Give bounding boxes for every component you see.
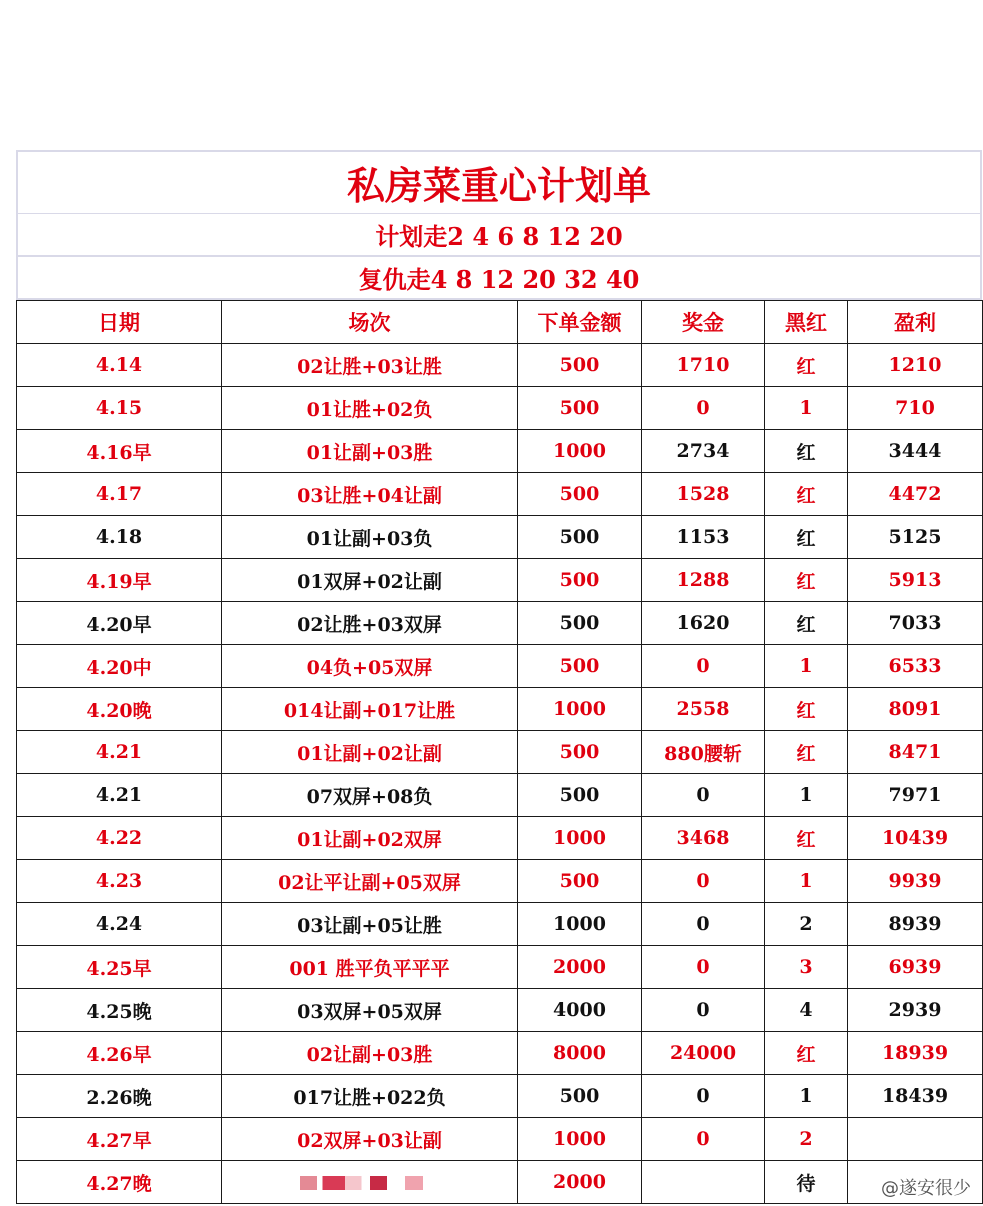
cell-profit: 9939 [848, 860, 983, 903]
cell-prize: 3468 [642, 817, 765, 860]
cell-prize: 1153 [642, 516, 765, 559]
header-stake: 下单金额 [518, 301, 642, 344]
header-profit: 盈利 [848, 301, 983, 344]
table-row [17, 602, 983, 645]
header-result: 黑红 [765, 301, 848, 344]
cell-profit [848, 1118, 983, 1161]
cell-result: 1 [765, 774, 848, 817]
cell-date: 4.21 [17, 731, 222, 774]
cell-match: 03双屏+05双屏 [222, 989, 518, 1032]
table-row [17, 1161, 983, 1204]
cell-match: 02让胜+03让胜 [222, 344, 518, 387]
table-row [17, 430, 983, 473]
cell-result: 1 [765, 387, 848, 430]
cell-stake: 1000 [518, 817, 642, 860]
cell-stake: 4000 [518, 989, 642, 1032]
cell-stake: 500 [518, 860, 642, 903]
cell-prize: 24000 [642, 1032, 765, 1075]
cell-date: 4.20晚 [17, 688, 222, 731]
table-row [17, 946, 983, 989]
cell-profit: 5125 [848, 516, 983, 559]
cell-date: 4.21 [17, 774, 222, 817]
cell-match [222, 1161, 518, 1204]
cell-date: 4.26早 [17, 1032, 222, 1075]
cell-result: 红 [765, 1032, 848, 1075]
cell-profit: 6939 [848, 946, 983, 989]
cell-date: 4.25早 [17, 946, 222, 989]
plan-table [16, 300, 983, 1204]
cell-match: 01让胜+02负 [222, 387, 518, 430]
cell-prize: 0 [642, 946, 765, 989]
cell-prize: 2558 [642, 688, 765, 731]
cell-prize: 2734 [642, 430, 765, 473]
cell-match: 01让副+02双屏 [222, 817, 518, 860]
table-row [17, 559, 983, 602]
cell-prize [642, 1161, 765, 1204]
cell-prize: 0 [642, 989, 765, 1032]
cell-stake: 500 [518, 516, 642, 559]
cell-date: 4.15 [17, 387, 222, 430]
cell-date: 4.27早 [17, 1118, 222, 1161]
cell-result: 4 [765, 989, 848, 1032]
cell-date: 4.27晚 [17, 1161, 222, 1204]
cell-result: 1 [765, 860, 848, 903]
cell-stake: 1000 [518, 903, 642, 946]
cell-prize: 0 [642, 860, 765, 903]
cell-prize: 1528 [642, 473, 765, 516]
plan-line: 计划走2 4 6 8 12 20 [16, 214, 982, 257]
cell-prize: 0 [642, 1118, 765, 1161]
cell-profit: 3444 [848, 430, 983, 473]
cell-profit: 4472 [848, 473, 983, 516]
cell-date: 4.18 [17, 516, 222, 559]
cell-match: 02让平让副+05双屏 [222, 860, 518, 903]
table-row [17, 860, 983, 903]
cell-stake: 1000 [518, 688, 642, 731]
cell-date: 4.22 [17, 817, 222, 860]
cell-match: 03让副+05让胜 [222, 903, 518, 946]
cell-profit: 1210 [848, 344, 983, 387]
cell-date: 4.23 [17, 860, 222, 903]
table-row [17, 516, 983, 559]
table-row [17, 344, 983, 387]
cell-profit: 710 [848, 387, 983, 430]
cell-stake: 8000 [518, 1032, 642, 1075]
cell-stake: 500 [518, 1075, 642, 1118]
revenge-line: 复仇走4 8 12 20 32 40 [16, 257, 982, 300]
cell-result: 2 [765, 1118, 848, 1161]
table-row [17, 731, 983, 774]
cell-stake: 500 [518, 559, 642, 602]
redacted-blur [300, 1176, 440, 1190]
cell-result: 红 [765, 344, 848, 387]
cell-prize: 1710 [642, 344, 765, 387]
cell-result: 红 [765, 731, 848, 774]
cell-match: 001 胜平负平平平 [222, 946, 518, 989]
cell-match: 02双屏+03让副 [222, 1118, 518, 1161]
table-row [17, 645, 983, 688]
cell-profit: 5913 [848, 559, 983, 602]
cell-result: 待 [765, 1161, 848, 1204]
cell-date: 4.17 [17, 473, 222, 516]
cell-prize: 0 [642, 774, 765, 817]
cell-date: 4.19早 [17, 559, 222, 602]
cell-date: 4.14 [17, 344, 222, 387]
cell-stake: 1000 [518, 430, 642, 473]
cell-prize: 0 [642, 645, 765, 688]
cell-match: 07双屏+08负 [222, 774, 518, 817]
cell-prize: 1288 [642, 559, 765, 602]
cell-result: 红 [765, 559, 848, 602]
table-row [17, 1032, 983, 1075]
cell-prize: 0 [642, 1075, 765, 1118]
cell-stake: 500 [518, 387, 642, 430]
cell-match: 04负+05双屏 [222, 645, 518, 688]
cell-date: 4.24 [17, 903, 222, 946]
cell-profit: 18439 [848, 1075, 983, 1118]
cell-profit: 8091 [848, 688, 983, 731]
cell-date: 4.16早 [17, 430, 222, 473]
cell-stake: 2000 [518, 946, 642, 989]
cell-stake: 500 [518, 645, 642, 688]
header-date: 日期 [17, 301, 222, 344]
plan-sheet [16, 150, 982, 1204]
cell-stake: 500 [518, 774, 642, 817]
cell-profit: 7033 [848, 602, 983, 645]
sheet-title: 私房菜重心计划单 [16, 150, 982, 214]
cell-profit: 8939 [848, 903, 983, 946]
cell-result: 1 [765, 645, 848, 688]
cell-stake: 1000 [518, 1118, 642, 1161]
header-prize: 奖金 [642, 301, 765, 344]
cell-match: 02让副+03胜 [222, 1032, 518, 1075]
cell-prize: 880腰斩 [642, 731, 765, 774]
cell-profit: 6533 [848, 645, 983, 688]
cell-date: 2.26晚 [17, 1075, 222, 1118]
cell-result: 2 [765, 903, 848, 946]
cell-date: 4.20中 [17, 645, 222, 688]
cell-stake: 2000 [518, 1161, 642, 1204]
cell-result: 1 [765, 1075, 848, 1118]
table-row [17, 989, 983, 1032]
cell-result: 红 [765, 516, 848, 559]
cell-profit: 18939 [848, 1032, 983, 1075]
cell-stake: 500 [518, 344, 642, 387]
cell-result: 红 [765, 817, 848, 860]
cell-stake: 500 [518, 602, 642, 645]
cell-date: 4.20早 [17, 602, 222, 645]
table-row [17, 1118, 983, 1161]
cell-match: 01双屏+02让副 [222, 559, 518, 602]
table-row [17, 817, 983, 860]
cell-prize: 1620 [642, 602, 765, 645]
table-row [17, 473, 983, 516]
cell-profit: 7971 [848, 774, 983, 817]
cell-prize: 0 [642, 387, 765, 430]
cell-match: 03让胜+04让副 [222, 473, 518, 516]
cell-result: 红 [765, 430, 848, 473]
cell-profit: 10439 [848, 817, 983, 860]
cell-profit: 2939 [848, 989, 983, 1032]
header-match: 场次 [222, 301, 518, 344]
cell-match: 02让胜+03双屏 [222, 602, 518, 645]
header-row [17, 301, 983, 344]
watermark: @遂安很少 [877, 1174, 975, 1200]
cell-match: 01让副+03负 [222, 516, 518, 559]
cell-match: 017让胜+022负 [222, 1075, 518, 1118]
cell-result: 红 [765, 602, 848, 645]
table-row [17, 774, 983, 817]
cell-stake: 500 [518, 731, 642, 774]
cell-match: 014让副+017让胜 [222, 688, 518, 731]
cell-result: 3 [765, 946, 848, 989]
table-row [17, 1075, 983, 1118]
cell-result: 红 [765, 473, 848, 516]
table-row [17, 688, 983, 731]
cell-result: 红 [765, 688, 848, 731]
cell-stake: 500 [518, 473, 642, 516]
table-row [17, 387, 983, 430]
cell-profit: 8471 [848, 731, 983, 774]
cell-prize: 0 [642, 903, 765, 946]
cell-match: 01让副+02让副 [222, 731, 518, 774]
cell-match: 01让副+03胜 [222, 430, 518, 473]
table-row [17, 903, 983, 946]
cell-date: 4.25晚 [17, 989, 222, 1032]
